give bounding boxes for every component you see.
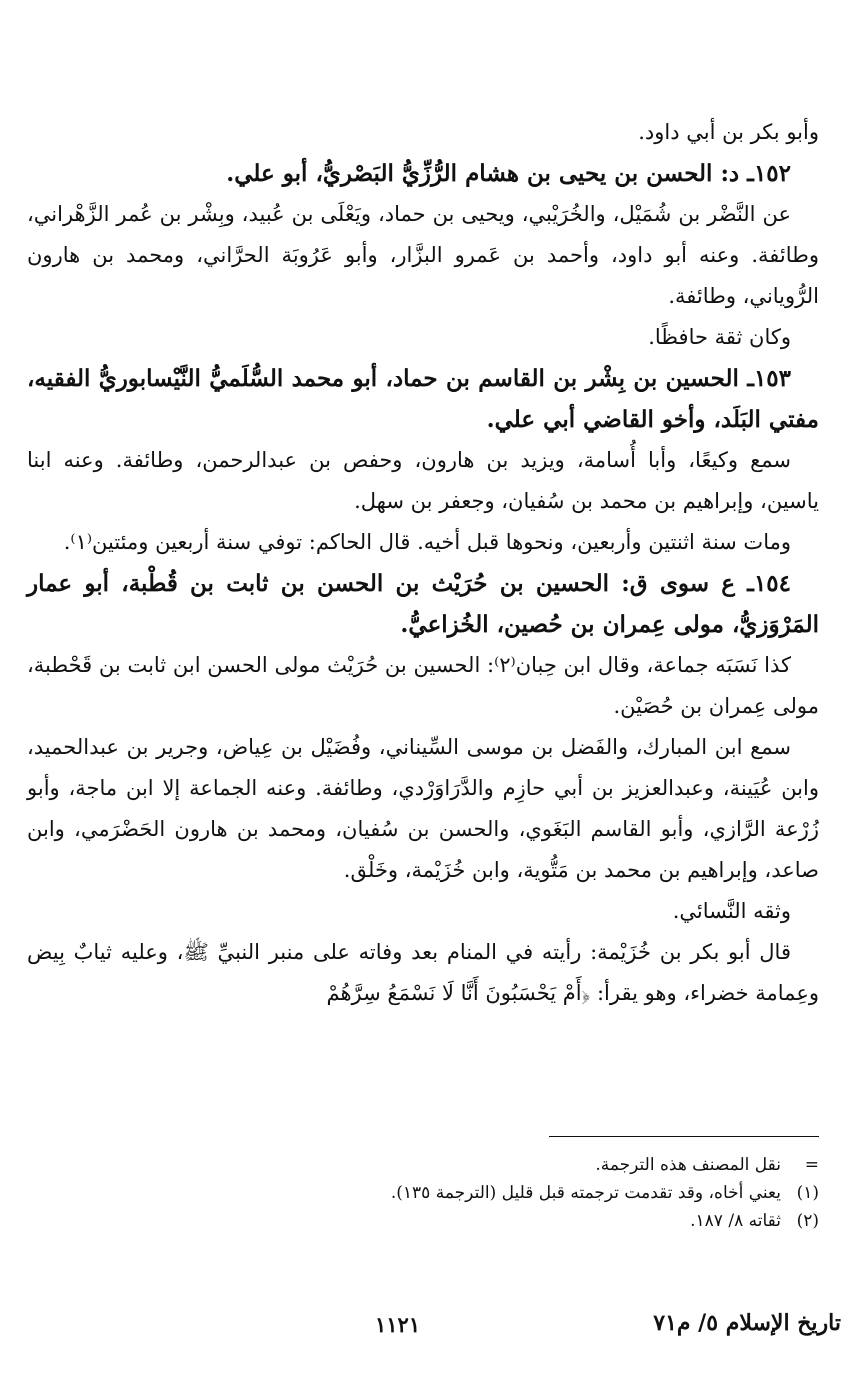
paragraph: قال أبو بكر بن خُزَيْمة: رأيته في المنام بعد وفاته على منبر النبيِّ ﷺ، وعليه ثيابٌ بِيض وعِمامة خضراء، وهو يقرأ: ﴿أَمْ يَحْسَبُونَ أَنَّا لَا نَسْمَعُ سِرَّهُمْ [27, 940, 819, 1005]
paragraph-continuation: وأبو بكر بن أبي داود. [638, 120, 819, 144]
entry-heading-153: ١٥٣ـ الحسين بن بِشْر بن القاسم بن حماد، أبو محمد السُّلَميُّ النَّيْسابوريُّ الفقيه، مفتي البَلَد، وأخو القاضي أبي علي. [27, 365, 819, 433]
footnote-rule-wrap [27, 1136, 819, 1151]
entry-heading-152: ١٥٢ـ د: الحسن بن يحيى بن هشام الرُّزِّيُّ البَصْريُّ، أبو علي. [226, 160, 791, 187]
running-title: تاريخ الإسلام ٥/ م٧١ [653, 1310, 841, 1336]
footnote-text: يعني أخاه، وقد تقدمت ترجمته قبل قليل (الترجمة ١٣٥). [390, 1183, 781, 1203]
entry-heading-154: ١٥٤ـ ع سوى ق: الحسين بن حُرَيْث بن الحسن بن ثابت بن قُطْبة، أبو عمار المَرْوَزيُّ، مولى عِمران بن حُصين، الخُزاعيُّ. [27, 570, 819, 638]
footnote-item [27, 1151, 819, 1179]
footnote-number: (٢) [796, 1211, 819, 1231]
footnote-number: (١) [796, 1183, 819, 1203]
main-text [27, 112, 819, 1014]
footnotes [27, 1136, 819, 1235]
footnote-item [27, 1179, 819, 1207]
page-footer [0, 1310, 849, 1350]
paragraph: سمع ابن المبارك، والفَضل بن موسى السِّيناني، وفُضَيْل بن عِياض، وجرير بن عبدالحميد، وابن عُيَينة، وعبدالعزيز بن أبي حازِم والدَّرَاوَرْدي، وطائفة. وعنه الجماعة إلا ابن ماجة، وأبو زُرْعة الرَّازي، وأبو القاسم البَغَوي، والحسن بن سُفيان، ومحمد بن هارون الحَضْرَمي، وابن صاعد، وإبراهيم بن محمد بن مَتُّوية، وابن خُزَيْمة، وخَلْق. [27, 735, 819, 882]
footnote-text: ثقاته ٨/ ١٨٧. [690, 1211, 781, 1231]
footnote-item [27, 1207, 819, 1235]
paragraph: وكان ثقة حافظًا. [648, 325, 791, 349]
footnote-separator [549, 1136, 819, 1137]
page-number: ١١٢١ [375, 1312, 421, 1337]
footnote-text: نقل المصنف هذه الترجمة. [595, 1155, 781, 1175]
paragraph: وثقه النَّسائي. [672, 899, 791, 923]
paragraph: عن النَّضْر بن شُمَيْل، والخُرَيْبي، ويحيى بن حماد، ويَعْلَى بن عُبيد، وبِشْر بن عُمر الزَّهْراني، وطائفة. وعنه أبو داود، وأحمد بن عَمرو البزَّار، وأبو عَرُوبَة الحرَّاني، ومحمد بن هارون الرُّوياني، وطائفة. [27, 202, 819, 308]
paragraph: ومات سنة اثنتين وأربعين، ونحوها قبل أخيه. قال الحاكم: توفي سنة أربعين ومئتين⁽١⁾. [63, 530, 791, 554]
paragraph: سمع وكيعًا، وأبا أُسامة، ويزيد بن هارون، وحفص بن عبدالرحمن، وطائفة. وعنه ابنا ياسين، وإبراهيم بن محمد بن سُفيان، وجعفر بن سهل. [27, 448, 819, 513]
paragraph: كذا نَسَبَه جماعة، وقال ابن حِبان⁽٢⁾: الحسين بن حُرَيْث مولى الحسن ابن ثابت بن قَحْطبة، مولى عِمران بن حُصَيْن. [27, 653, 819, 718]
footnote-number: = [804, 1155, 819, 1175]
